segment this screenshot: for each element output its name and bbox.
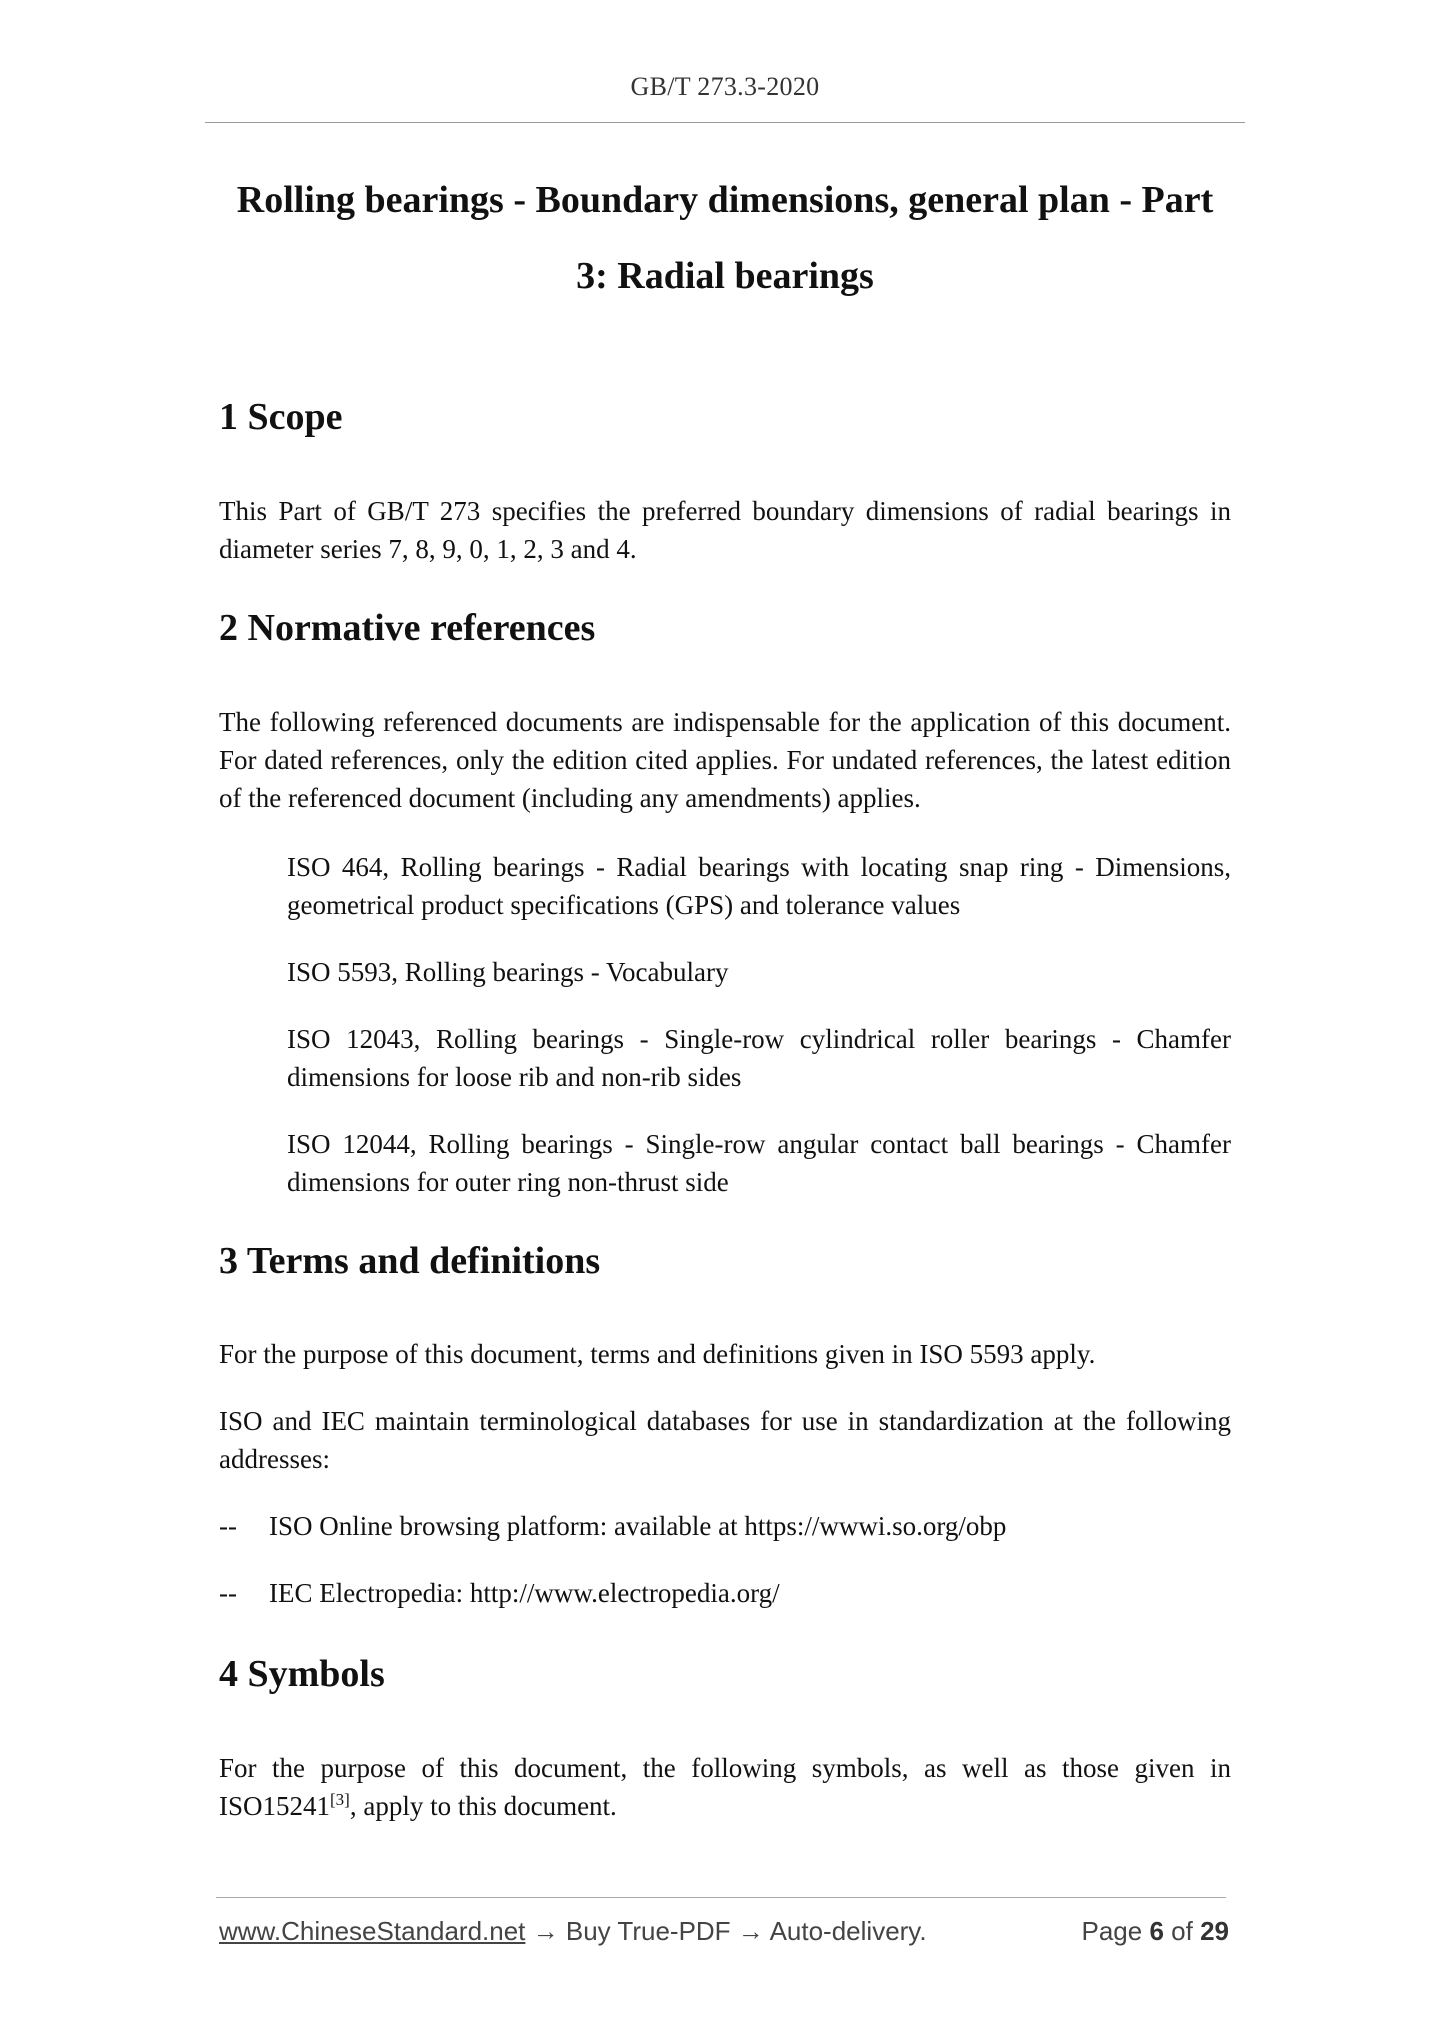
- page-of-label: of: [1171, 1916, 1193, 1946]
- document-title-line-1: Rolling bearings - Boundary dimensions, general plan - Part: [236, 179, 1214, 221]
- section-heading-normative-references: 2 Normative references: [219, 607, 596, 649]
- reference-item-iso-12043: ISO 12043, Rolling bearings - Single-row cylindrical roller bearings - Chamfer dimensions for loose rib and non-rib sides: [287, 1024, 1231, 1092]
- footer-promo-text: → Buy True-PDF → Auto-delivery.: [525, 1916, 927, 1946]
- symbols-text-after: , apply to this document.: [349, 1791, 617, 1821]
- scope-paragraph: This Part of GB/T 273 specifies the preferred boundary dimensions of radial bearings in diameter series 7, 8, 9, 0, 1, 2, 3 and 4.: [219, 496, 1231, 564]
- dash-marker: --: [219, 1578, 237, 1608]
- terminology-database-item: [219, 1574, 1231, 1612]
- section-heading-terms-and-definitions: 3 Terms and definitions: [219, 1240, 601, 1282]
- terms-paragraph-1: For the purpose of this document, terms and definitions given in ISO 5593 apply.: [219, 1339, 1096, 1369]
- document-title: [205, 162, 1245, 314]
- section-heading-scope: 1 Scope: [219, 396, 343, 438]
- document-title-line-2: 3: Radial bearings: [576, 255, 874, 297]
- footer-rule: [216, 1897, 1226, 1898]
- page-footer: [219, 1916, 1229, 1947]
- section-heading-symbols: 4 Symbols: [219, 1653, 385, 1695]
- symbols-paragraph: [219, 1749, 1231, 1825]
- terminology-database-text: ISO Online browsing platform: available at https://wwwi.so.org/obp: [269, 1511, 1007, 1541]
- reference-superscript: [3]: [330, 1790, 350, 1809]
- page-number: [1081, 1916, 1229, 1947]
- reference-item-iso-464: ISO 464, Rolling bearings - Radial bearings with locating snap ring - Dimensions, geometrical product specifications (GPS) and tolerance values: [287, 852, 1231, 920]
- dash-marker: --: [219, 1511, 237, 1541]
- running-header: GB/T 273.3-2020: [630, 72, 820, 101]
- page-current: 6: [1149, 1916, 1164, 1946]
- terminology-database-item: [219, 1507, 1231, 1545]
- header-rule: [205, 122, 1245, 123]
- terminology-database-text: IEC Electropedia: http://www.electropedia.org/: [269, 1578, 780, 1608]
- page-label: Page: [1081, 1916, 1143, 1946]
- website-link[interactable]: www.ChineseStandard.net: [219, 1916, 526, 1946]
- terms-paragraph-2: ISO and IEC maintain terminological databases for use in standardization at the following addresses:: [219, 1406, 1231, 1474]
- reference-item-iso-5593: ISO 5593, Rolling bearings - Vocabulary: [287, 957, 729, 987]
- reference-item-iso-12044: ISO 12044, Rolling bearings - Single-row angular contact ball bearings - Chamfer dimensions for outer ring non-thrust side: [287, 1129, 1231, 1197]
- symbols-text-before: For the purpose of this document, the following symbols, as well as those given in ISO15241: [219, 1753, 1231, 1821]
- normative-references-paragraph: The following referenced documents are indispensable for the application of this document. For dated references, only the edition cited applies. For undated references, the latest edition of the referenced document (including any amendments) applies.: [219, 707, 1231, 813]
- page-total: 29: [1200, 1916, 1229, 1946]
